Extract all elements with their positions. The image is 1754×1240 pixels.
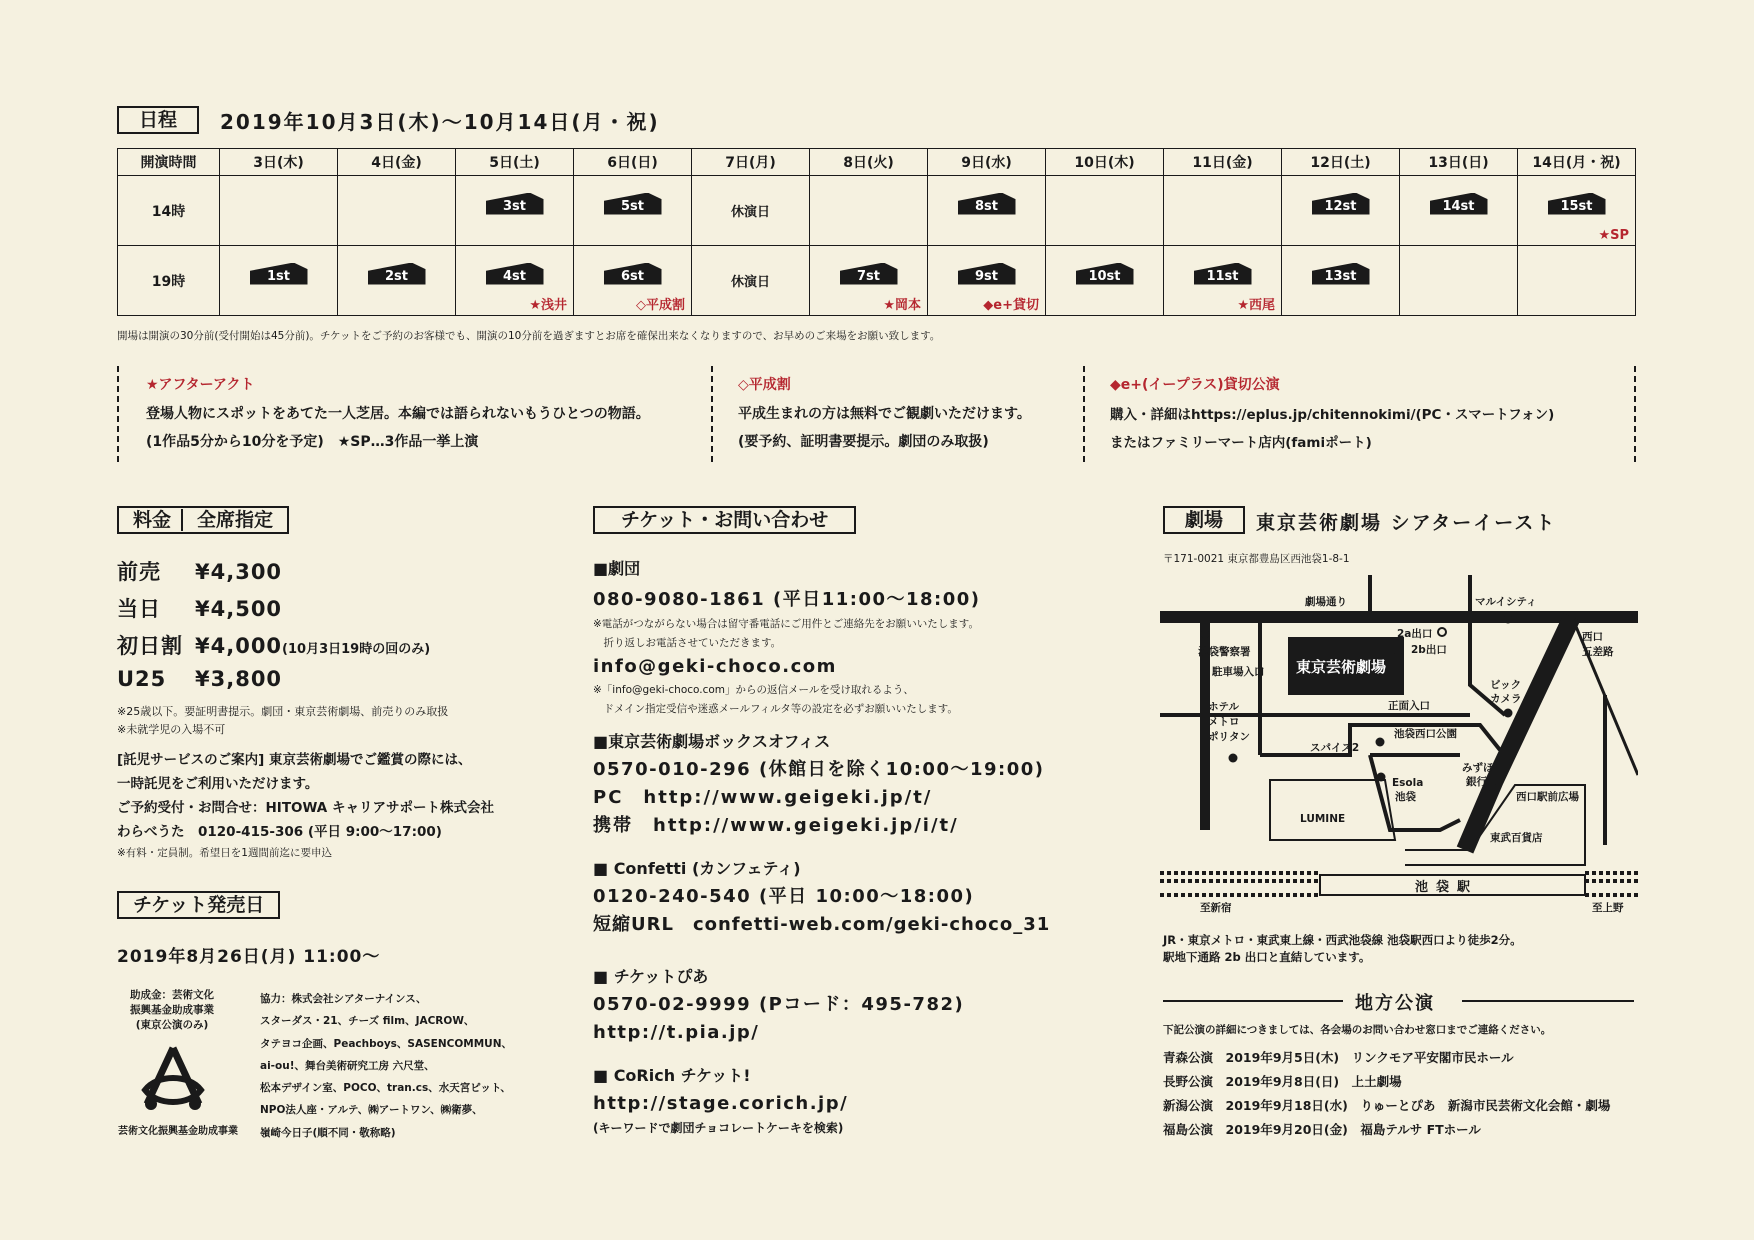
regional-item: 新潟公演 2019年9月18日(水) りゅーとぴあ 新潟市民芸術文化会館・劇場	[1163, 1098, 1611, 1113]
schedule-cell	[338, 246, 456, 316]
performance-badge	[250, 263, 308, 285]
map-label: 至新宿	[1200, 902, 1232, 914]
day-header: 9日(水)	[928, 149, 1046, 176]
schedule-header-row	[118, 149, 1636, 176]
schedule-cell	[456, 176, 574, 246]
day-header: 12日(土)	[1282, 149, 1400, 176]
contact-boxoffice: ■東京芸術劇場ボックスオフィス 0570-010-296 (休館日を除く10:00〜19:00) PC http://www.geigeki.jp/t/ 携帯 http://www.geigeki.jp/i/t/	[593, 728, 1045, 840]
performance-number: 9st	[975, 268, 998, 284]
regional-note: 下記公演の詳細につきましては、各会場のお問い合わせ窓口までご連絡ください。	[1163, 1024, 1552, 1036]
day-header: 3日(木)	[220, 149, 338, 176]
contact-pia: ■ チケットぴあ 0570-02-9999 (Pコード：495-782) http://t.pia.jp/	[593, 963, 964, 1047]
schedule-cell	[220, 246, 338, 316]
day-header: 11日(金)	[1164, 149, 1282, 176]
performance-badge	[604, 193, 662, 215]
info-line: 平成生まれの方は無料でご観劇いただけます。	[738, 406, 1031, 422]
price-note: ※未就学児の入場不可	[117, 723, 226, 736]
performance-note: ◇平成割	[636, 298, 685, 313]
map-theater-label: 東京芸術劇場	[1296, 658, 1387, 676]
map-label: 池袋西口公園	[1394, 728, 1457, 740]
contact-confetti: ■ Confetti (カンフェティ) 0120-240-540 (平日 10:00〜18:00) 短縮URL confetti-web.com/geki-choco_31	[593, 855, 1050, 939]
performance-number: 11st	[1206, 268, 1239, 284]
map-label: 正面入口	[1388, 700, 1430, 712]
schedule-cell	[220, 176, 338, 246]
performance-badge	[486, 263, 544, 285]
regional-label: 地方公演	[1355, 993, 1435, 1014]
schedule-cell	[692, 246, 810, 316]
performance-badge	[1312, 263, 1370, 285]
schedule-cell	[810, 176, 928, 246]
map-label: 五差路	[1582, 646, 1614, 658]
regional-item: 長野公演 2019年9月8日(日) 上土劇場	[1163, 1074, 1402, 1089]
schedule-period: 2019年10月3日(木)〜10月14日(月・祝)	[220, 110, 660, 134]
tickets-label: チケット・お問い合わせ	[593, 506, 856, 534]
performance-badge	[840, 263, 898, 285]
map-label: ホテル	[1208, 701, 1239, 713]
map-label: 西口駅前広場	[1516, 791, 1579, 803]
info-title: ◇平成割	[738, 377, 791, 393]
rest-day: 休演日	[730, 275, 770, 290]
performance-number: 5st	[621, 198, 644, 214]
childcare-info: [託児サービスのご案内] 東京芸術劇場でご鑑賞の際には、 一時託児をご利用いただけます。 ご予約受付・お問合せ：HITOWA キャリアサポート株式会社 わらべうた 0120-415-306 (平日 9:00〜17:00)	[117, 752, 494, 840]
info-heisei	[738, 374, 1031, 451]
venue-address: 〒171-0021 東京都豊島区西池袋1-8-1	[1163, 553, 1350, 565]
map-label: 2b出口	[1411, 644, 1447, 656]
schedule-cell	[692, 176, 810, 246]
info-line: 登場人物にスポットをあてた一人芝居。本編では語られないもうひとつの物語。	[146, 406, 650, 422]
info-line: (要予約、証明書要提示。劇団のみ取扱)	[738, 434, 989, 450]
performance-badge	[368, 263, 426, 285]
performance-number: 1st	[267, 268, 290, 284]
map-label: みずほ	[1462, 762, 1494, 774]
map-label: 池袋警察署	[1198, 646, 1251, 658]
info-after-act	[146, 374, 650, 451]
map-label: LUMINE	[1300, 813, 1346, 825]
map-label: ポリタン	[1208, 731, 1250, 743]
venue-label: 劇場	[1163, 506, 1245, 534]
schedule-cell	[810, 246, 928, 316]
regional-rule	[1462, 1000, 1634, 1002]
performance-number: 7st	[857, 268, 880, 284]
performance-badge	[1194, 263, 1252, 285]
performance-number: 10st	[1088, 268, 1121, 284]
regional-item: 福島公演 2019年9月20日(金) 福島テルサ FTホール	[1163, 1122, 1481, 1137]
performance-badge	[1312, 193, 1370, 215]
schedule-cell	[1518, 246, 1636, 316]
price-label: 料金 全席指定	[117, 506, 289, 534]
confetti-link[interactable]: 短縮URL confetti-web.com/geki-choco_31	[593, 914, 1051, 935]
schedule-cell	[928, 176, 1046, 246]
info-eplus	[1110, 374, 1554, 451]
time-label: 19時	[118, 246, 220, 316]
day-header: 10日(木)	[1046, 149, 1164, 176]
cooperation-credit: 協力：株式会社シアターナインス、 スターダス・21、チーズ film、JACROW、 タテヨコ企画、Peachboys、SASENCOMMUN、 ai-ou!、舞台美術研究工房 六尺堂、 松本デザイン室、POCO、tran.cs、水天宮ピット、 NPO法人座・アルテ、㈱アートワン、㈱衛夢、 嶺崎今日子(順不同・敬称略)	[260, 993, 512, 1139]
price-door: 当日 ¥4,500	[117, 597, 283, 621]
contact-company: ■劇団 080-9080-1861 (平日11:00〜18:00) ※電話がつながらない場合は留守番電話にご用件とご連絡先をお願いいたします。 折り返しお電話させていただきます。 info@geki-choco.com ※「info@geki-choco.com」からの返信メールを受け取れるよう、 ドメイン指定受信や迷惑メールフィルタ等の設定を必ずお願いいたします。	[593, 559, 981, 715]
schedule-cell	[1046, 176, 1164, 246]
time-label: 14時	[118, 176, 220, 246]
map-label: 銀行	[1466, 776, 1487, 788]
childcare-note: ※有料・定員制。希望日を1週間前迄に要申込	[117, 847, 332, 859]
pia-link[interactable]: http://t.pia.jp/	[593, 1022, 760, 1043]
performance-badge	[1430, 193, 1488, 215]
schedule-cell	[338, 176, 456, 246]
map-label: カメラ	[1490, 693, 1522, 705]
day-header: 5日(土)	[456, 149, 574, 176]
map-label: メトロ	[1208, 716, 1240, 728]
schedule-cell	[574, 176, 692, 246]
price-advance: 前売 ¥4,300	[117, 560, 283, 584]
schedule-cell	[1164, 246, 1282, 316]
map-station-label: 池袋駅	[1415, 880, 1479, 895]
info-line: (1作品5分から10分を予定) ★SP…3作品一挙上演	[146, 434, 479, 450]
price-u25: U25 ¥3,800	[117, 667, 283, 691]
performance-number: 2st	[385, 268, 408, 284]
geigeki-mobile-link[interactable]: 携帯 http://www.geigeki.jp/i/t/	[593, 815, 959, 836]
schedule-cell	[1518, 176, 1636, 246]
map-label: 至上野	[1592, 902, 1624, 914]
schedule-cell	[1046, 246, 1164, 316]
arts-fund-logo	[137, 1044, 209, 1114]
schedule-cell	[1282, 176, 1400, 246]
performance-note: ★SP	[1598, 228, 1629, 243]
schedule-cell	[928, 246, 1046, 316]
performance-note: ★浅井	[529, 298, 567, 313]
support-credit: 助成金：芸術文化 振興基金助成事業 (東京公演のみ)	[130, 989, 214, 1031]
performance-number: 3st	[503, 198, 526, 214]
schedule-cell	[1400, 176, 1518, 246]
day-header: 6日(日)	[574, 149, 692, 176]
logo-caption: 芸術文化振興基金助成事業	[118, 1126, 238, 1137]
schedule-cell	[456, 246, 574, 316]
map-label: Esola	[1392, 777, 1424, 789]
schedule-cell	[574, 246, 692, 316]
map-label: 東武百貨店	[1490, 832, 1543, 844]
performance-badge	[1076, 263, 1134, 285]
schedule-table	[117, 148, 1636, 316]
day-header: 14日(月・祝)	[1518, 149, 1636, 176]
performance-note: ★岡本	[883, 298, 921, 313]
performance-number: 8st	[975, 198, 998, 214]
map-label: 劇場通り	[1305, 596, 1347, 608]
venue-map	[1160, 575, 1638, 915]
schedule-cell	[1282, 246, 1400, 316]
day-header: 13日(日)	[1400, 149, 1518, 176]
rest-day: 休演日	[730, 205, 770, 220]
price-opening: 初日割 ¥4,000(10月3日19時の回のみ)	[117, 634, 431, 658]
info-line: またはファミリーマート店内(famiポート)	[1110, 435, 1372, 451]
info-title: ◆e+(イープラス)貸切公演	[1110, 377, 1280, 393]
map-label: 2a出口	[1397, 628, 1433, 640]
price-note: ※25歳以下。要証明書提示。劇団・東京芸術劇場、前売りのみ取扱	[117, 705, 449, 718]
map-label: 駐車場入口	[1212, 666, 1265, 678]
contact-corich: ■ CoRich チケット! http://stage.corich.jp/ (キーワードで劇団チョコレートケーキを検索)	[593, 1066, 849, 1135]
schedule-label: 日程	[117, 106, 199, 134]
performance-number: 6st	[621, 268, 644, 284]
map-label: 池袋	[1395, 791, 1416, 803]
schedule-cell	[1400, 246, 1518, 316]
performance-badge	[958, 193, 1016, 215]
geigeki-pc-link[interactable]: PC http://www.geigeki.jp/t/	[593, 787, 933, 808]
performance-number: 12st	[1324, 198, 1357, 214]
day-header: 4日(金)	[338, 149, 456, 176]
performance-number: 14st	[1442, 198, 1475, 214]
performance-badge	[958, 263, 1016, 285]
performance-number: 15st	[1560, 198, 1593, 214]
divider	[1634, 366, 1636, 462]
regional-rule	[1163, 1000, 1343, 1002]
sale-date: 2019年8月26日(月) 11:00〜	[117, 947, 381, 967]
performance-note: ★西尾	[1237, 298, 1275, 313]
regional-list	[1163, 1046, 1610, 1142]
info-title: ★アフターアクト	[146, 377, 255, 393]
corich-link[interactable]: http://stage.corich.jp/	[593, 1093, 849, 1114]
schedule-row	[118, 176, 1636, 246]
performance-note: ◆e+貸切	[983, 298, 1039, 313]
performance-badge	[1548, 193, 1606, 215]
map-label: マルイシティ	[1475, 596, 1537, 608]
performance-badge	[604, 263, 662, 285]
venue-access: JR・東京メトロ・東武東上線・西武池袋線 池袋駅西口より徒歩2分。 駅地下通路 2b 出口と直結しています。	[1163, 933, 1522, 964]
map-label: ビック	[1490, 679, 1522, 691]
schedule-footnote: 開場は開演の30分前(受付開始は45分前)。チケットをご予約のお客様でも、開演の10分前を過ぎますとお席を確保出来なくなりますので、お早めのご来場をお願い致します。	[117, 330, 941, 342]
regional-item: 青森公演 2019年9月5日(木) リンクモア平安閣市民ホール	[1163, 1050, 1514, 1065]
sale-label: チケット発売日	[117, 891, 280, 919]
schedule-cell	[1164, 176, 1282, 246]
info-line: 購入・詳細はhttps://eplus.jp/chitennokimi/(PC・スマートフォン)	[1110, 407, 1555, 423]
performance-badge	[486, 193, 544, 215]
performance-number: 13st	[1324, 268, 1357, 284]
divider	[117, 366, 119, 462]
map-label: 西口	[1582, 631, 1603, 643]
map-label: スパイス2	[1310, 742, 1360, 754]
email-link[interactable]: info@geki-choco.com	[593, 656, 837, 677]
divider	[1083, 366, 1085, 462]
schedule-row	[118, 246, 1636, 316]
performance-number: 4st	[503, 268, 526, 284]
schedule-corner: 開演時間	[118, 149, 220, 176]
day-header: 7日(月)	[692, 149, 810, 176]
venue-name: 東京芸術劇場 シアターイースト	[1256, 512, 1557, 534]
day-header: 8日(火)	[810, 149, 928, 176]
divider	[711, 366, 713, 462]
